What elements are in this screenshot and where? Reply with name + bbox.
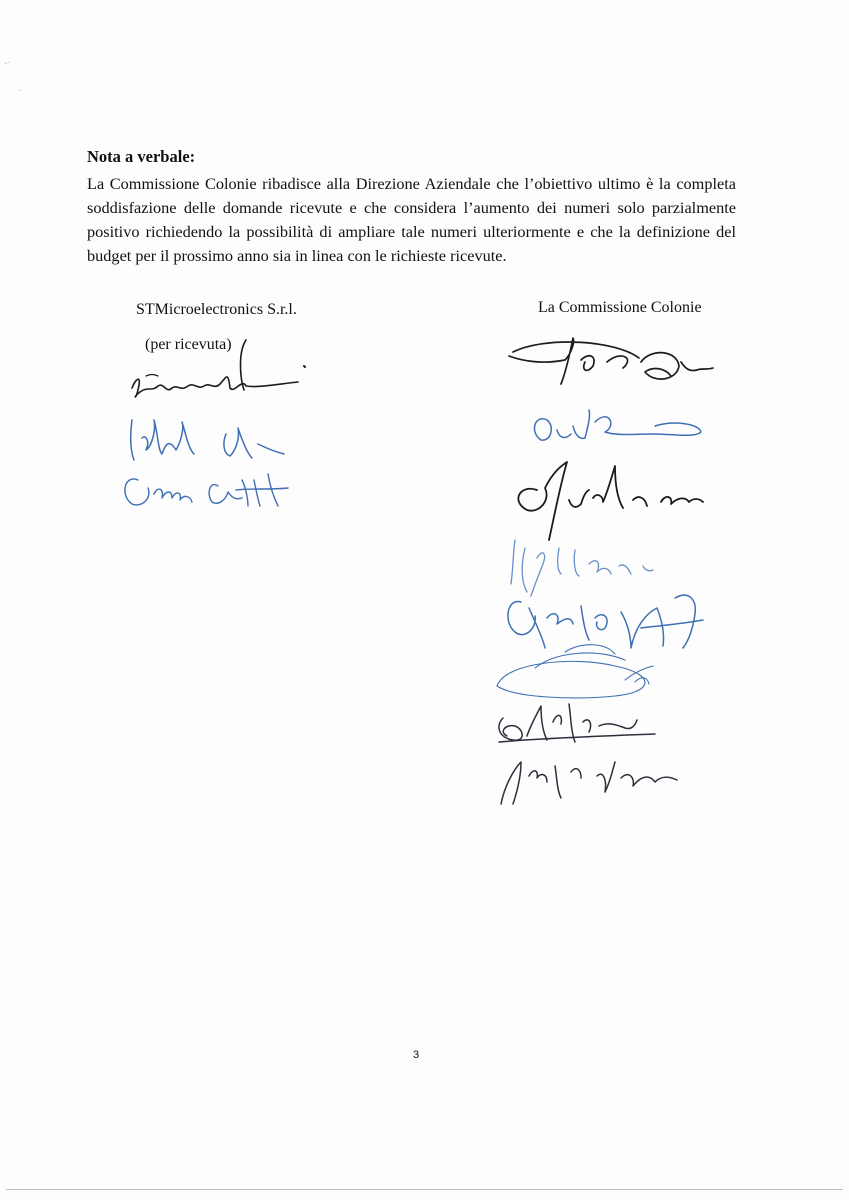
note-heading: Nota a verbale:: [87, 147, 196, 166]
page-bottom-edge: [6, 1189, 843, 1190]
company-signatory-label: STMicroelectronics S.r.l.: [136, 301, 297, 318]
company-signatures: [118, 330, 318, 520]
note-body: La Commissione Colonie ribadisce alla Direzione Aziendale che l’obiettivo ultimo è la completa soddisfazione delle domande ricevute e che considera l’aumento dei numeri solo parzialmente positivo richiedendo la possibilità di ampliare tale numeri ulteriormente e che la definizione del budget per il prossimo anno sia in linea con le richieste ricevute.: [87, 174, 736, 265]
scan-artifact: ·: [18, 86, 22, 97]
scan-artifact: -·: [4, 58, 11, 69]
page-number: 3: [413, 1049, 420, 1061]
receipt-note: (per ricevuta): [145, 336, 232, 353]
commission-signatures: [485, 322, 725, 822]
commission-signatory-label: La Commissione Colonie: [538, 299, 702, 316]
